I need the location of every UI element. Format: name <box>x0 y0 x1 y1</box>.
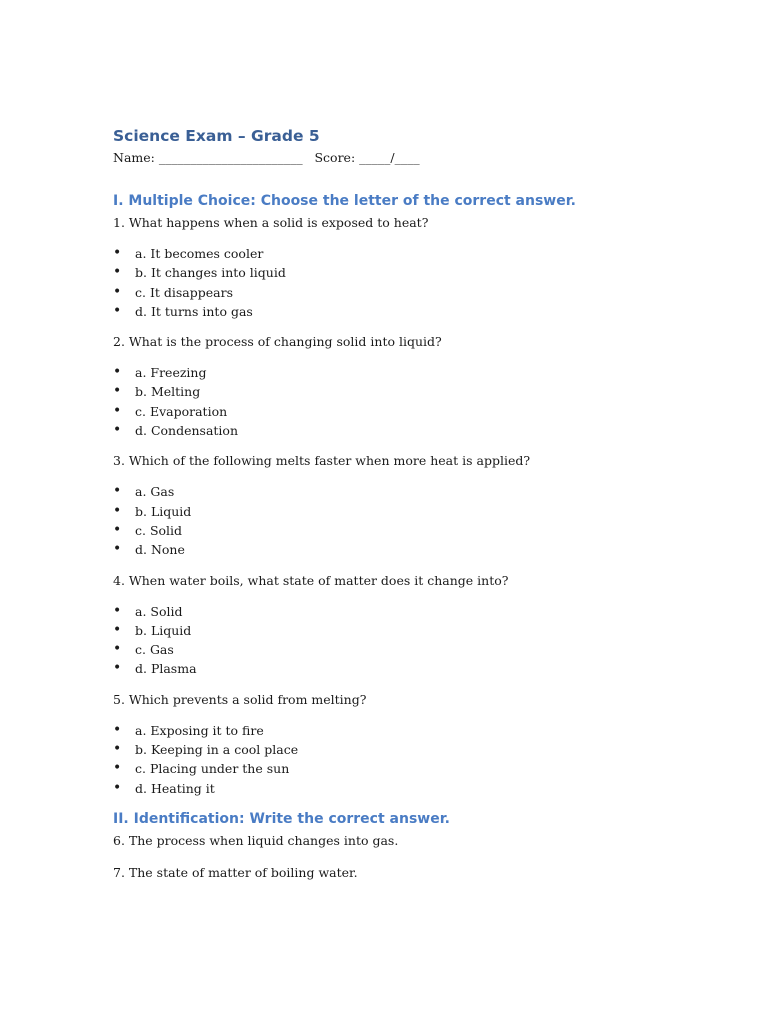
question-block-4 <box>113 570 713 679</box>
bullet-icon: • <box>113 779 122 796</box>
option-label: d. Condensation <box>135 423 239 439</box>
question-7: 7. The state of matter of boiling water. <box>113 864 358 880</box>
option-1d <box>113 302 713 321</box>
option-3b <box>113 502 713 521</box>
bullet-icon: • <box>113 383 122 400</box>
option-label: c. Evaporation <box>135 403 228 419</box>
question-3: 3. Which of the following melts faster when more heat is applied? <box>113 453 531 469</box>
option-label: b. It changes into liquid <box>135 265 286 281</box>
option-label: b. Liquid <box>135 503 192 519</box>
options-list-2 <box>113 363 713 440</box>
option-4c <box>113 640 713 659</box>
name-score-line: Name: _______________________ Score: _____/____ <box>113 150 420 165</box>
option-4a <box>113 602 713 621</box>
bullet-icon: • <box>113 364 122 381</box>
question-1: 1. What happens when a solid is exposed to heat? <box>113 215 429 230</box>
option-label: a. Exposing it to fire <box>135 722 264 738</box>
section-heading-multiple-choice: I. Multiple Choice: Choose the letter of the correct answer. <box>113 193 576 209</box>
bullet-icon: • <box>113 502 122 519</box>
option-1a <box>113 244 713 263</box>
option-label: c. It disappears <box>135 284 233 300</box>
options-list-1 <box>113 244 713 321</box>
question-4: 4. When water boils, what state of matter does it change into? <box>113 572 509 588</box>
question-block-5 <box>113 689 713 798</box>
bullet-icon: • <box>113 483 122 500</box>
option-label: c. Solid <box>135 522 183 538</box>
bullet-icon: • <box>113 602 122 619</box>
option-2c <box>113 402 713 421</box>
bullet-icon: • <box>113 541 122 558</box>
option-label: a. Freezing <box>135 365 207 381</box>
options-list-3 <box>113 482 713 559</box>
bullet-icon: • <box>113 521 122 538</box>
bullet-icon: • <box>113 621 122 638</box>
option-label: b. Liquid <box>135 622 192 638</box>
option-label: b. Melting <box>135 384 201 400</box>
option-3c <box>113 521 713 540</box>
bullet-icon: • <box>113 245 122 261</box>
option-5b <box>113 740 713 759</box>
options-list-4 <box>113 602 713 679</box>
page-title: Science Exam – Grade 5 <box>113 127 320 145</box>
option-label: a. Gas <box>135 484 175 500</box>
option-label: d. Heating it <box>135 780 215 796</box>
option-label: c. Gas <box>135 642 174 658</box>
bullet-icon: • <box>113 641 122 658</box>
bullet-icon: • <box>113 741 122 758</box>
exam-page <box>113 124 713 884</box>
option-4d <box>113 659 713 678</box>
question-block-1 <box>113 212 713 321</box>
option-4b <box>113 621 713 640</box>
option-2d <box>113 421 713 440</box>
option-label: d. Plasma <box>135 661 197 677</box>
option-5d <box>113 779 713 798</box>
option-label: d. It turns into gas <box>135 303 253 319</box>
bullet-icon: • <box>113 760 122 777</box>
option-5a <box>113 721 713 740</box>
option-label: b. Keeping in a cool place <box>135 742 299 758</box>
bullet-icon: • <box>113 264 122 281</box>
option-label: a. Solid <box>135 603 183 619</box>
option-label: d. None <box>135 542 185 558</box>
section-heading-identification: II. Identification: Write the correct answer. <box>113 810 450 827</box>
bullet-icon: • <box>113 660 122 677</box>
bullet-icon: • <box>113 283 122 300</box>
option-5c <box>113 759 713 778</box>
question-2: 2. What is the process of changing solid into liquid? <box>113 334 442 350</box>
bullet-icon: • <box>113 302 122 319</box>
option-label: c. Placing under the sun <box>135 761 290 777</box>
option-1c <box>113 283 713 302</box>
bullet-icon: • <box>113 721 122 738</box>
option-1b <box>113 263 713 282</box>
question-block-3 <box>113 450 713 559</box>
question-6: 6. The process when liquid changes into gas. <box>113 832 399 848</box>
bullet-icon: • <box>113 402 122 419</box>
options-list-5 <box>113 721 713 798</box>
option-3d <box>113 540 713 559</box>
option-2a <box>113 363 713 382</box>
question-block-2 <box>113 331 713 440</box>
option-3a <box>113 482 713 501</box>
option-label: a. It becomes cooler <box>135 246 264 261</box>
question-5: 5. Which prevents a solid from melting? <box>113 691 367 707</box>
option-2b <box>113 382 713 401</box>
bullet-icon: • <box>113 422 122 439</box>
